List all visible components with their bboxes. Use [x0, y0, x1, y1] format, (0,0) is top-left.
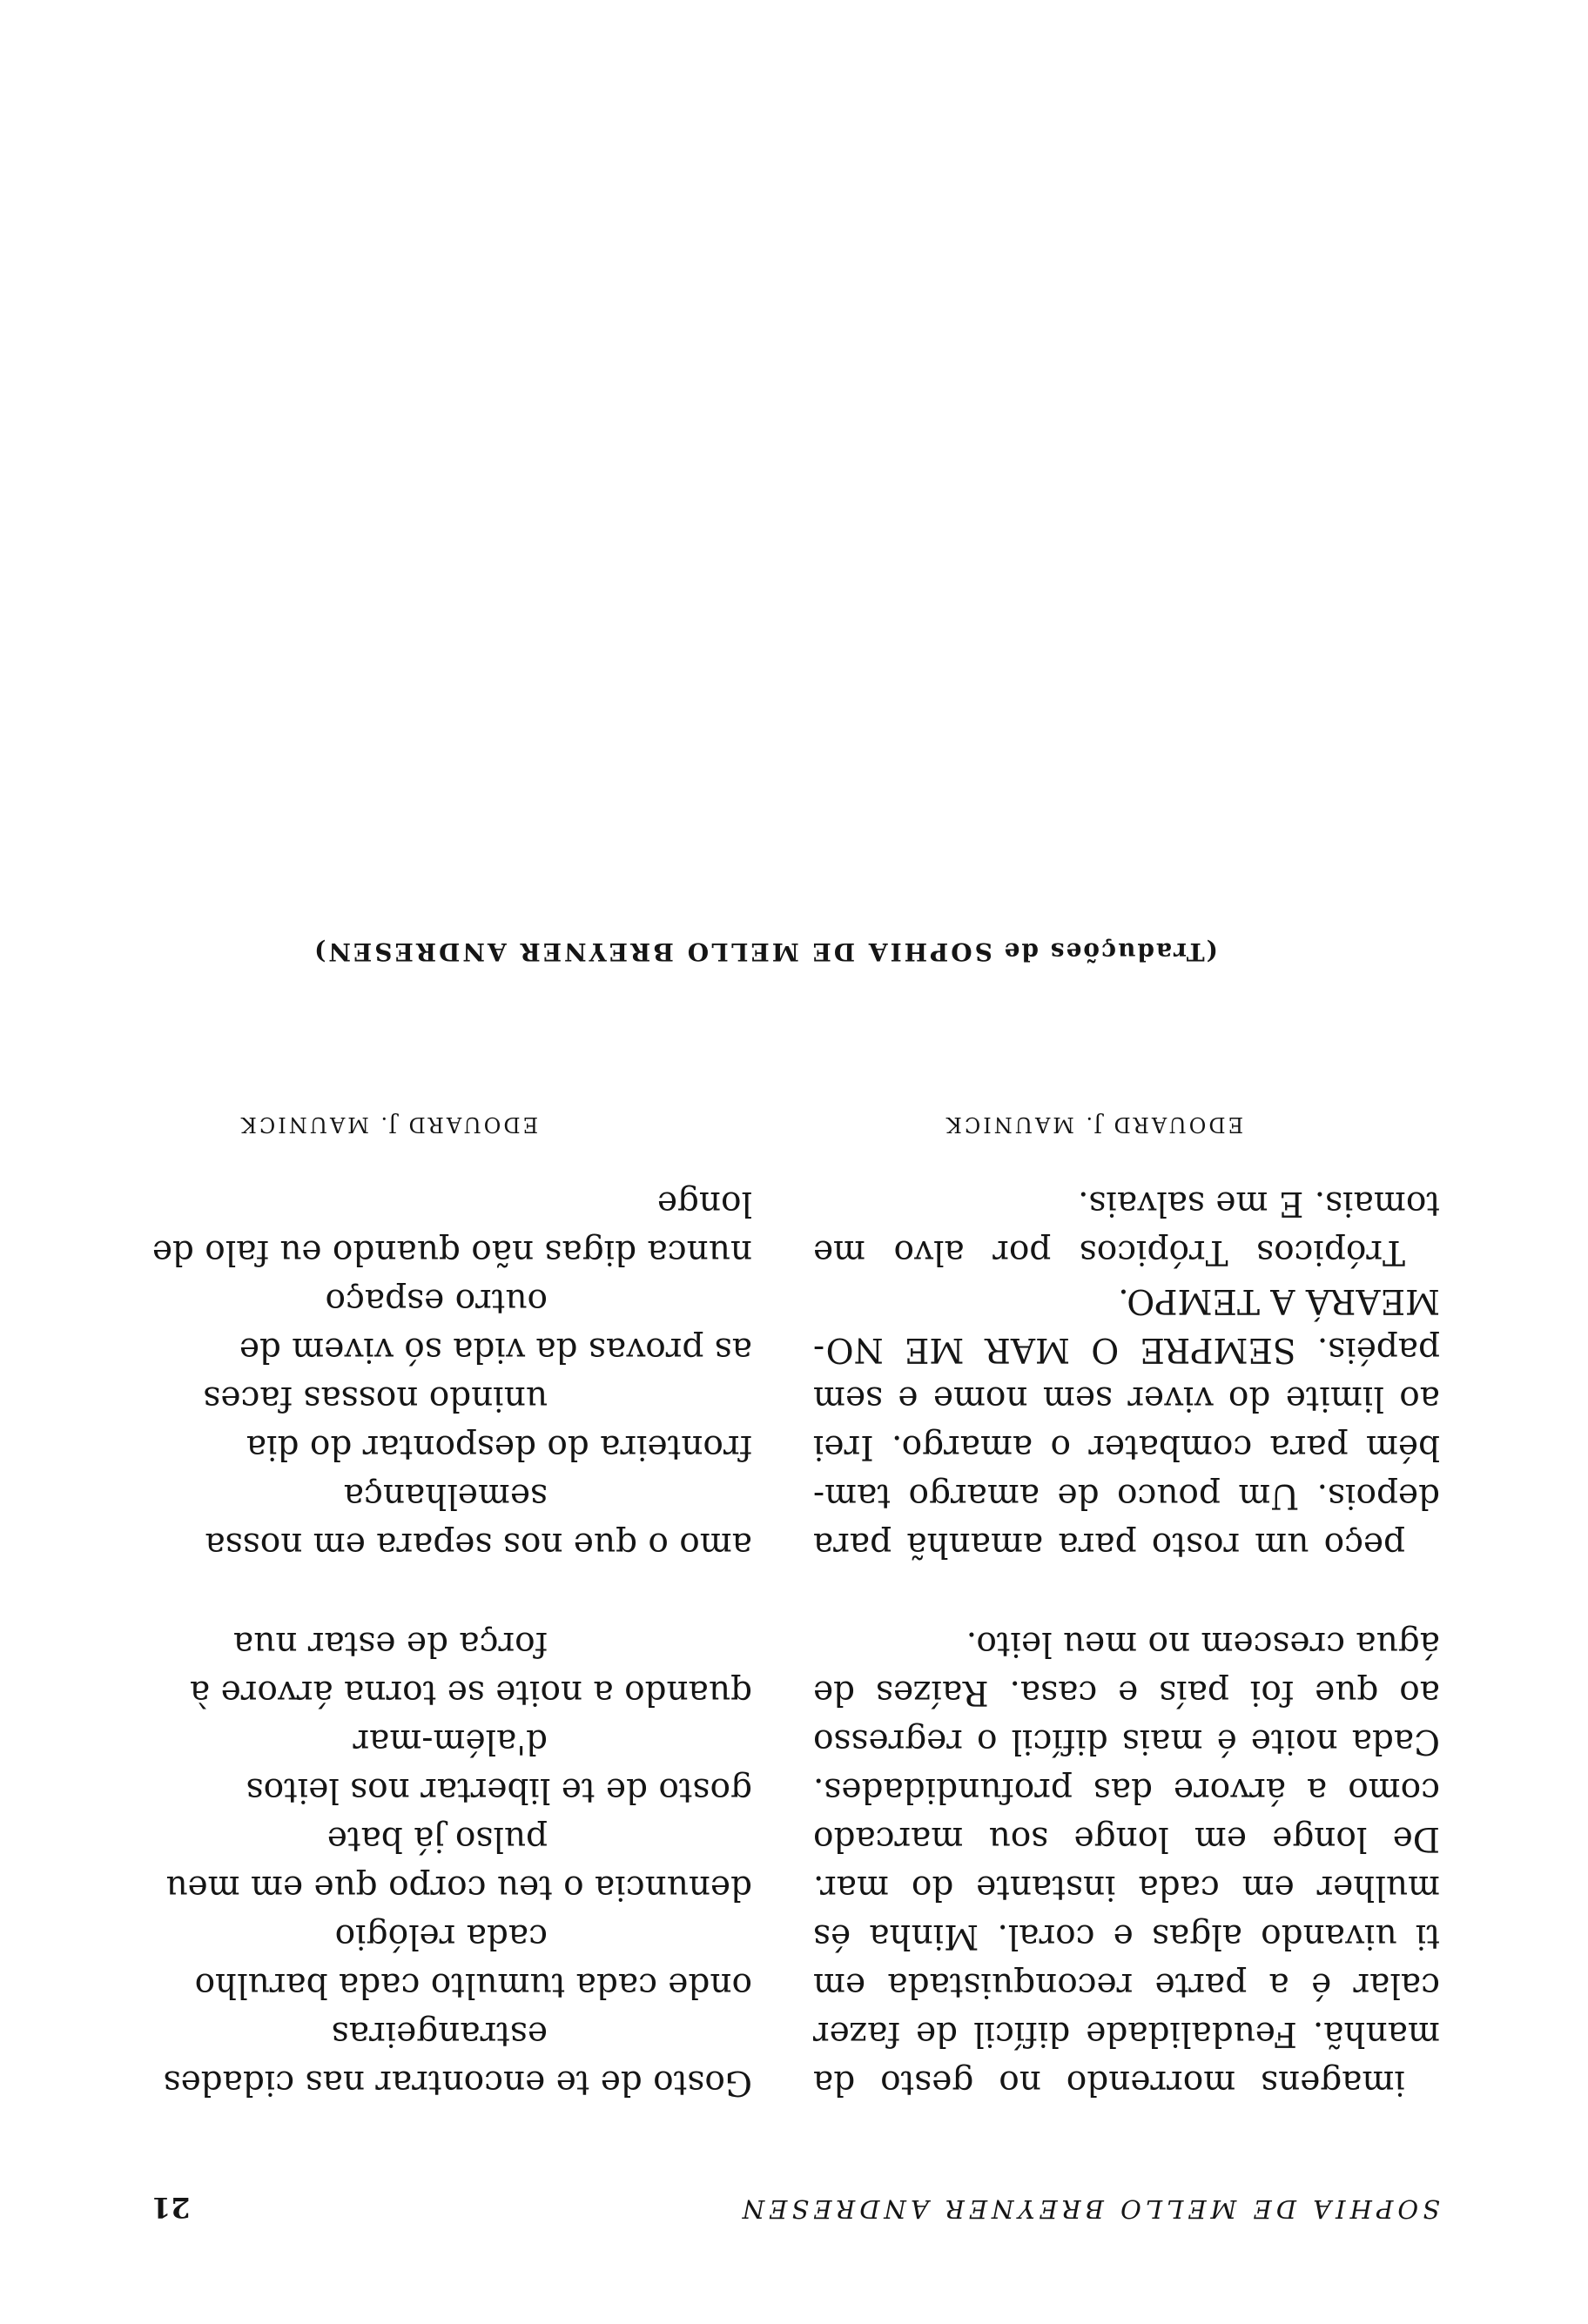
- poem-line: estrangeiras: [331, 2014, 548, 2053]
- poem-line: amo o que nos separa em nossa: [205, 1525, 752, 1564]
- poem-line: onde cada tumulto cada barulho: [194, 1965, 752, 2005]
- poem-line: cada relógio: [334, 1917, 548, 1956]
- poem-line: semelhança: [343, 1476, 548, 1515]
- poem-line: MEARÁ A TEMPO.: [1118, 1281, 1440, 1320]
- poem-line: fronteira do despontar do dia: [246, 1427, 752, 1467]
- right-column: [125, 1100, 752, 2106]
- poem-line: bém para combater o amargo. Irei: [813, 1427, 1440, 1467]
- poem-line: gosto de te libertar nos leitos: [246, 1770, 752, 1810]
- poem-line: ti uivando algas e coral. Minha és: [813, 1917, 1440, 1956]
- poem-line: papéis. SEMPRE O MAR ME NO-: [813, 1330, 1440, 1369]
- poem-line: ao que foi país e casa. Raízes de: [813, 1673, 1440, 1712]
- poem-line: quando a noite se torna árvore à: [190, 1673, 752, 1712]
- translation-suffix: ): [313, 937, 326, 966]
- poem-line: nunca digas não quando eu falo de: [151, 1233, 752, 1272]
- poem-line: outro espaço: [325, 1281, 548, 1320]
- author-signature: EDOUARD J. MAUNICK: [239, 1112, 539, 1137]
- poem-line: denuncia o teu corpo que em meu: [165, 1868, 752, 1907]
- poem-line: água crescem no meu leito.: [966, 1624, 1440, 1663]
- poem-line: imagens morrendo no gesto da: [813, 2063, 1405, 2102]
- poem-line: Gosto de te encontrar nas cidades: [163, 2063, 752, 2102]
- poem-line: manhã. Feudalidade difícil de fazer: [813, 2014, 1440, 2053]
- poem-line: calar é a parte reconquistada em: [813, 1965, 1440, 2005]
- poem-line: unindo nossas faces: [203, 1379, 548, 1418]
- left-column: [813, 1100, 1440, 2106]
- poem-line: Cada noite é mais difícil o regresso: [813, 1722, 1440, 1761]
- poem-line: as provas da vida só vivem de: [239, 1330, 752, 1369]
- poem-line: Trópicos Trópicos por alvo me: [813, 1233, 1405, 1272]
- running-title: SOPHIA DE MELLO BREYNER ANDRESEN: [737, 2194, 1440, 2224]
- poem-line: força de estar nua: [232, 1624, 548, 1663]
- poem-line: De longe em longe sou marcado: [813, 1819, 1440, 1858]
- poem-line: mulher em cada instante do mar.: [813, 1868, 1440, 1907]
- poem-line: ao limite do viver sem nome e sem: [813, 1379, 1440, 1418]
- running-head: [151, 2172, 1440, 2224]
- page-number: 21: [151, 2191, 191, 2224]
- poem-line: pulso já bate: [326, 1819, 548, 1858]
- poem-line: depois. Um pouco de amargo tam-: [813, 1476, 1440, 1515]
- poem-line: como a árvore das profundidades.: [813, 1770, 1440, 1810]
- poem-line: longe: [656, 1184, 752, 1223]
- author-signature: EDOUARD J. MAUNICK: [944, 1112, 1244, 1137]
- poem-line: tomais. E me salvais.: [1078, 1184, 1440, 1223]
- translator-name: SOPHIA DE MELLO BREYNER ANDRESEN: [326, 937, 992, 966]
- translation-prefix: (Traduções de: [992, 937, 1218, 966]
- translation-credit: [186, 937, 1344, 966]
- poem-line: d'além-mar: [353, 1722, 548, 1761]
- poem-line: peço um rosto para amanhã para: [813, 1525, 1405, 1564]
